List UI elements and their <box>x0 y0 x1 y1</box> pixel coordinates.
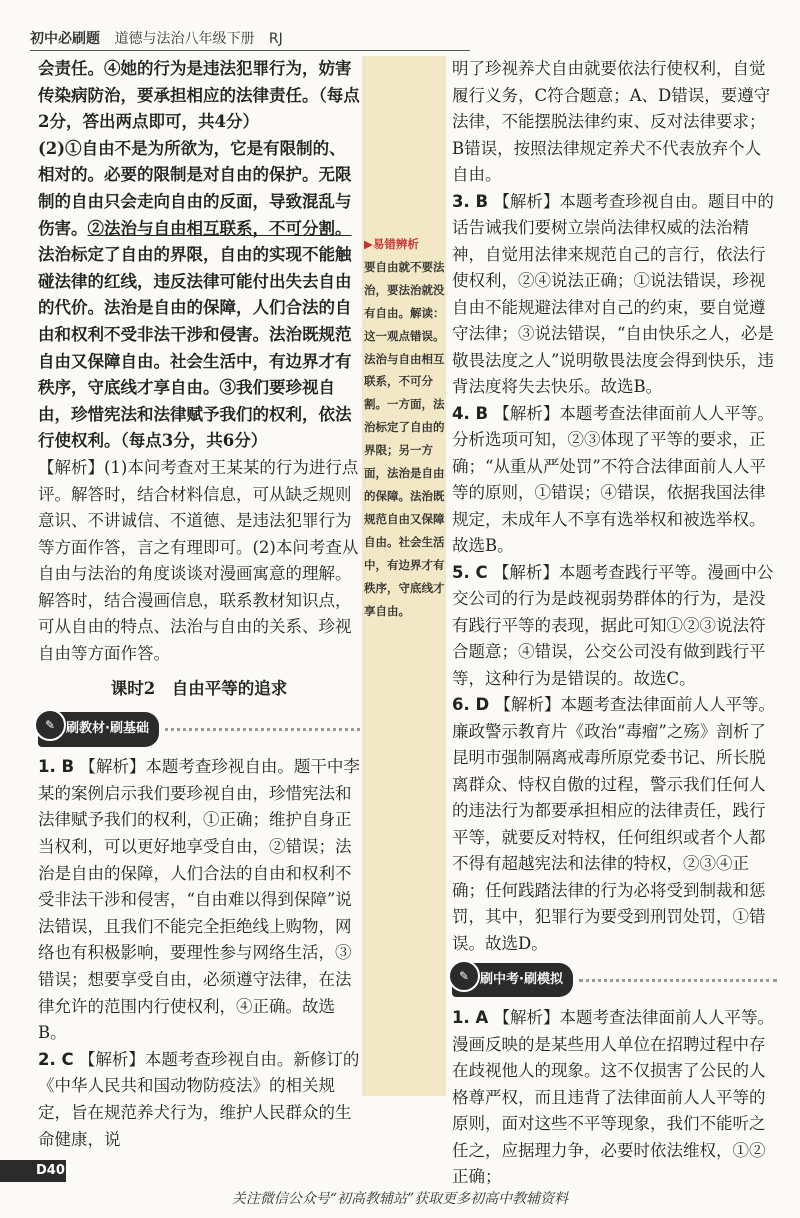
answer-q6: 6. D 【解析】本题考查法律面前人人平等。廉政警示教育片《政治“毒瘤”之殇》剖析了昆明市强制隔离戒毒所原党委书记、所长脱离群众、恃权自傲的过程，警示我们任何人的违法行为都要承担相应的法律责任，践行平等，就要反对特权，任何组织或者个人都不得有超越宪法和法律的特权，②③④正确；任何践踏法律的行为必将受到制裁和惩罚，其中，犯罪行为要受到刑罚处罚，①错误。故选D。 <box>452 695 775 953</box>
exam-banner-label: ✎ 刷中考·刷模拟 <box>452 963 573 998</box>
error-analysis-title: ▶易错辨析 <box>364 237 419 251</box>
answer-q1: 1. B 【解析】本题考查珍视自由。题干中李某的案例启示我们要珍视自由，珍惜宪法和法律赋予我们的权利，①正确；维护自身正当权利，可以更好地享受自由，②错误；法治是自由的保障，人们合法的自由和权利不受非法干涉和侵害，“自由难以得到保障”说法错误，且我们不能完全拒绝线上购物，网络也有积极影响，要理性参与网络生活，③错误；想要享受自由，必须遵守法律，在法律允许的范围内行使权利，④正确。故选B。 <box>38 757 360 1043</box>
answer-q3: 3. B 【解析】本题考查珍视自由。题目中的话告诫我们要树立崇尚法律权威的法治精神，自觉用法律来规范自己的言行，依法行使权利，②④说法正确；①说法错误，珍视自由不能规避法律对自己的约束，要自觉遵守法律；③说法错误，“自由快乐之人，必是敬畏法度之人”说明敬畏法度会得到快乐，违背法度将失去快乐。故选B。 <box>452 191 774 396</box>
page-number: D40 <box>0 1160 66 1182</box>
left-column <box>38 56 360 1153</box>
answer-part2: (2)①自由不是为所欲为，它是有限制的、相对的。必要的限制是对自由的保护。无限制的自由只会走向自由的反面，导致混乱与伤害。②法治与自由相互联系，不可分割。法治标定了自由的界限，自由的实现不能触碰法律的红线，违反法律可能付出失去自由的代价。法治是自由的保障，人们合法的自由和权利不受非法干涉和侵害。法治既规范自由又保障自由。社会生活中，有边界才有秩序，守底线才享自由。③我们要珍视自由，珍惜宪法和法律赋予我们的权利，依法行使权利。（每点3分，共6分） <box>38 138 352 451</box>
exam-banner <box>452 963 777 997</box>
answer-q4: 4. B 【解析】本题考查法律面前人人平等。分析选项可知，②③体现了平等的要求，正确；“从重从严处罚”不符合法律面前人人平等的原则，①错误；④错误，依据我国法律规定，未成年人不享有选举权和被选举权。故选B。 <box>452 403 774 555</box>
header-rule <box>30 50 470 51</box>
error-analysis-text: 要自由就不要法治，要法治就没有自由。解读：这一观点错误。法治与自由相互联系，不可分割。一方面，法治标定了自由的界限；另一方面，法治是自由的保障。法治既规范自由又保障自由。社会生活中，有边界才有秩序，守底线才享自由。 <box>364 259 445 618</box>
footer-note: 关注微信公众号“初高教辅站”获取更多初高中教辅资料 <box>231 1191 569 1207</box>
book-icon: ✎ <box>448 960 480 992</box>
subject-name: 道德与法治八年级下册 <box>114 31 255 47</box>
error-analysis-note <box>364 233 446 622</box>
answer-part1: 会责任。④她的行为是违法犯罪行为，妨害传染病防治，要承担相应的法律责任。（每点2分，答出两点即可，共4分） <box>38 59 360 132</box>
textbook-banner-label: ✎ 刷教材·刷基础 <box>38 712 159 747</box>
edition-label: RJ <box>268 31 283 47</box>
answer-q5: 5. C 【解析】本题考查践行平等。漫画中公交公司的行为是歧视弱势群体的行为，是没有践行平等的表现，据此可知①②③说法符合题意；④错误，公交公司没有做到践行平等，这种行为是错误的。故选C。 <box>452 562 774 688</box>
book-icon: ✎ <box>34 709 66 741</box>
right-column <box>452 56 777 1191</box>
answer-q2: 2. C 【解析】本题考查珍视自由。新修订的《中华人民共和国动物防疫法》的相关规定，旨在规范养犬行为，维护人民群众的生命健康，说 <box>38 1049 360 1149</box>
running-header <box>30 28 470 48</box>
textbook-banner <box>38 712 360 746</box>
underlined-point: ②法治与自由相互联系，不可分割。 <box>87 218 352 238</box>
banner-divider <box>165 728 360 731</box>
answer-m1: 1. A 【解析】本题考查法律面前人人平等。漫画反映的是某些用人单位在招聘过程中存在歧视他人的现象。这不仅损害了公民的人格尊严权，而且违背了法律面前人人平等的原则，面对这些不平等现象，我们不能听之任之，应据理力争，必要时依法维权，①②正确； <box>452 1008 775 1186</box>
answer-q2-cont: 明了珍视养犬自由就要依法行使权利，自觉履行义务，C符合题意；A、D错误，要遵守法律，不能摆脱法律约束、反对法律要求；B错误，按照法律规定养犬不代表放弃个人自由。 <box>452 59 771 184</box>
analysis-paragraph: 【解析】(1)本问考查对王某某的行为进行点评。解答时，结合材料信息，可从缺乏规则意识、不讲诚信、不道德、是违法犯罪行为等方面作答，言之有理即可。(2)本问考查从自由与法治的角度谈谈对漫画寓意的理解。解答时，结合漫画信息，联系教材知识点，可从自由的特点、法治与自由的关系、珍视自由等方面作答。 <box>38 457 359 664</box>
lesson-title: 课时2 自由平等的追求 <box>110 678 288 698</box>
series-name: 初中必刷题 <box>30 31 100 47</box>
banner-divider <box>579 979 777 982</box>
